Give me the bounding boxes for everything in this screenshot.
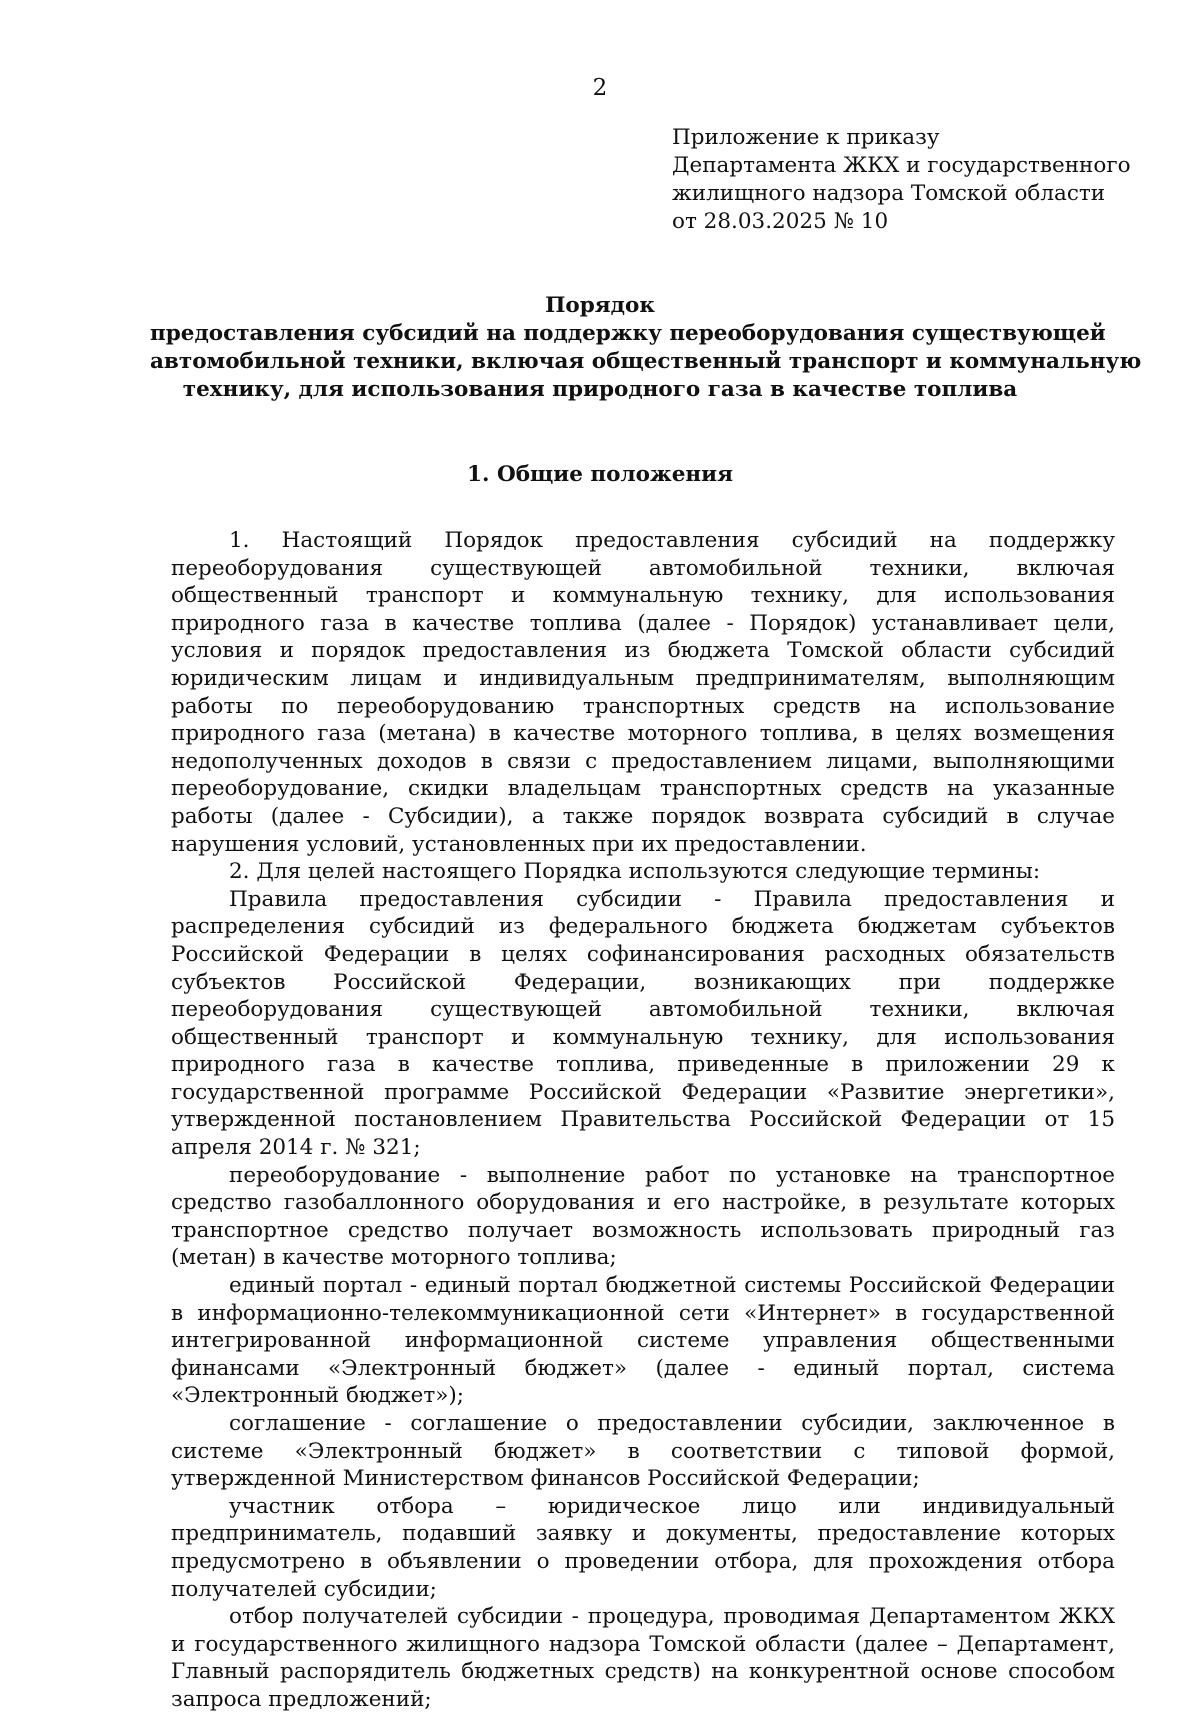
- paragraph: переоборудование - выполнение работ по установке на транспортное средство газобаллонного оборудования и его настройке, в результате которых транспортное средство получает возможность использовать природный газ (метан) в качестве моторного топлива;: [171, 1162, 1115, 1271]
- document-title: [150, 292, 1142, 404]
- page-number: 2: [592, 75, 608, 101]
- appendix-line: от 28.03.2025 № 10: [672, 209, 889, 234]
- paragraph: 1. Настоящий Порядок предоставления субсидий на поддержку переоборудования существующей автомобильной техники, включая общественный транспорт и коммунальную технику, для использования природного газа в качестве топлива (далее - Порядок) устанавливает цели, условия и порядок предоставления из бюджета Томской области субсидий юридическим лицам и индивидуальным предпринимателям, выполняющим работы по переоборудованию транспортных средств на использование природного газа (метана) в качестве моторного топлива, в целях возмещения недополученных доходов в связи с предоставлением лицами, выполняющими переоборудование, скидки владельцам транспортных средств на указанные работы (далее - Субсидии), а также порядок возврата субсидий в случае нарушения условий, установленных при их предоставлении.: [171, 528, 1115, 857]
- paragraph: 2. Для целей настоящего Порядка используются следующие термины:: [229, 859, 1041, 885]
- paragraph: соглашение - соглашение о предоставлении субсидии, заключенное в системе «Электронный бюджет» в соответствии с типовой формой, утвержденной Министерством финансов Российской Федерации;: [171, 1411, 1115, 1492]
- paragraph: единый портал - единый портал бюджетной системы Российской Федерации в информационно-телекоммуникационной сети «Интернет» в государственной интегрированной информационной системе управления общественными финансами «Электронный бюджет» (далее - единый портал, система «Электронный бюджет»);: [171, 1273, 1115, 1409]
- appendix-line: Приложение к приказу: [672, 125, 940, 150]
- paragraph: участник отбора – юридическое лицо или индивидуальный предприниматель, подавший заявку и документы, предоставление которых предусмотрено в объявлении о проведении отбора, для прохождения отбора получателей субсидии;: [171, 1493, 1115, 1602]
- title-line: Порядок: [545, 293, 655, 318]
- appendix-line: Департамента ЖКХ и государственного: [672, 153, 1131, 178]
- title-line: автомобильной техники, включая общественный транспорт и коммунальную: [150, 349, 1142, 374]
- body-text: [171, 527, 1115, 1714]
- paragraph: Правила предоставления субсидии - Правила предоставления и распределения субсидий из федерального бюджета бюджетам субъектов Российской Федерации в целях софинансирования расходных обязательств субъектов Российской Федерации, возникающих при поддержке переоборудования существующей автомобильной техники, включая общественный транспорт и коммунальную технику, для использования природного газа в качестве топлива, приведенные в приложении 29 к государственной программе Российской Федерации «Развитие энергетики», утвержденной постановлением Правительства Российской Федерации от 15 апреля 2014 г. № 321;: [171, 886, 1115, 1161]
- paragraph: отбор получателей субсидии - процедура, проводимая Департаментом ЖКХ и государственного жилищного надзора Томской области (далее – Департамент, Главный распорядитель бюджетных средств) на конкурентной основе способом запроса предложений;: [171, 1604, 1115, 1712]
- title-line: предоставления субсидий на поддержку переоборудования существующей: [150, 321, 1106, 346]
- title-line: технику, для использования природного газа в качестве топлива: [182, 377, 1018, 402]
- appendix-note: [672, 124, 1142, 236]
- section-heading: 1. Общие положения: [467, 462, 733, 487]
- appendix-line: жилищного надзора Томской области: [672, 181, 1106, 206]
